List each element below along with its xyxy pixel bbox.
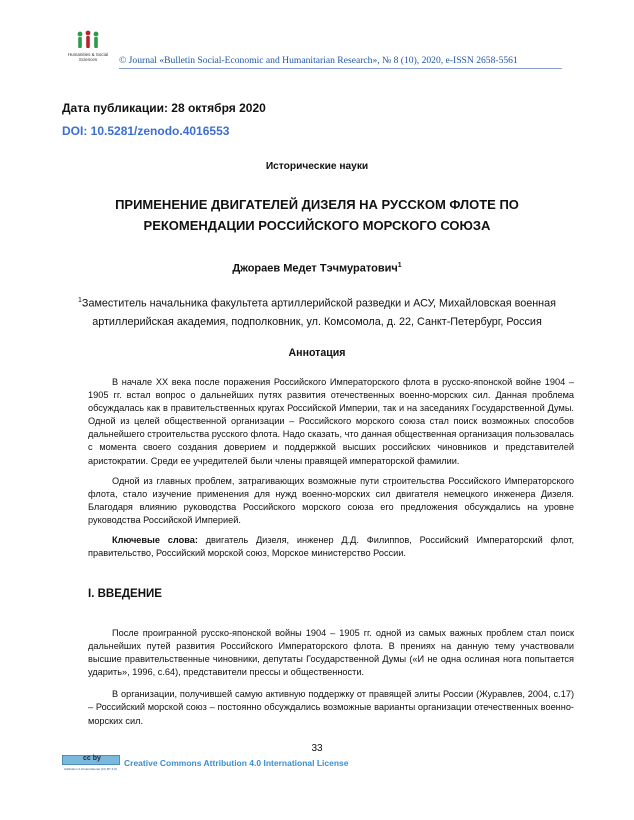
article-title	[62, 194, 572, 236]
abstract-heading: Аннотация	[288, 347, 346, 359]
body-paragraph: После проигранной русско-японской войны 1904 – 1905 гг. одной из самых важных проблем стал поиск дальнейших путей развития Российского Императорского флота. В прениях на данную тему участвовали высшие правительственные чиновники, депутаты Государственной Думы («И не одна ослиная нога попытается ударить», 1996, с.64), представители прессы и общественности.	[88, 628, 574, 678]
keywords-text: двигатель Дизеля, инженер Д.Д. Филиппов, Российский Императорский флот, правительство, Российский морской союз, Морское министерство России.	[88, 535, 574, 559]
author-name: Джораев Медет Тэчмуратович	[232, 262, 398, 275]
affiliation-sup: 1	[78, 297, 82, 304]
license-link[interactable]: Creative Commons Attribution 4.0 International License	[124, 758, 349, 768]
keywords	[88, 534, 574, 560]
author-sup: 1	[397, 262, 402, 269]
body-paragraph: В организации, получившей самую активную поддержку от правящей элиты России (Журавлев, 2004, с.17) – Российский морской союз – постоянно обсуждались возможные варианты организации отечественных военно-морских сил.	[88, 689, 574, 726]
people-logo-icon	[76, 30, 100, 50]
header-divider	[119, 68, 562, 69]
title-line: ПРИМЕНЕНИЕ ДВИГАТЕЛЕЙ ДИЗЕЛЯ НА РУССКОМ ФЛОТЕ ПО	[115, 197, 519, 212]
keywords-label: Ключевые слова:	[112, 535, 198, 546]
page-number: 33	[311, 743, 323, 754]
affiliation-text: Заместитель начальника факультета артиллерийской разведки и АСУ, Михайловская военная артиллерийская академия, подполковник, ул. Комсомола, д. 22, Санкт-Петербург, Россия	[81, 297, 556, 328]
intro-heading: I. ВВЕДЕНИЕ	[88, 588, 162, 600]
title-line: РЕКОМЕНДАЦИИ РОССИЙСКОГО МОРСКОГО СОЮЗА	[143, 218, 491, 233]
affiliation	[62, 292, 572, 331]
journal-citation: © Journal «Bulletin Social-Economic and Humanitarian Research», № 8 (10), 2020, e-ISSN 2658-5561	[119, 55, 518, 66]
cc-icon: cc by	[83, 755, 101, 762]
intro-body	[88, 627, 574, 737]
abstract-paragraph: В начале XX века после поражения Российского Императорского флота в русско-японской войне 1904 – 1905 гг. встал вопрос о дальнейших путях развития отечественных военно-морских сил. Данная проблема обсуждалась как в правительственных кругах Российской Империи, так и на заседаниях Государственной Думы. Одной из целей общественной организации – Российского морского союза стал поиск возможных способов дальнейшего строительства русского флота. Надо сказать, что данная общественная организация пользовалась с момента своего создания доверием и поддержкой высших российских чиновников и представителей аристократии. Среди ее учредителей были члены правящей императорской фамилии.	[88, 377, 574, 466]
abstract-paragraph: Одной из главных проблем, затрагивающих возможные пути строительства Российского Императорского флота, стало изучение применения для нужд военно-морских сил двигателя немецкого инженера Дизеля. Благодаря влиянию руководства Российского морского союза его предложения обсуждались на уровне руководства Российской Империей.	[88, 475, 574, 525]
abstract	[88, 376, 574, 567]
journal-header	[62, 30, 562, 74]
section-heading: Исторические науки	[265, 161, 369, 172]
cc-license-badge[interactable]	[62, 755, 120, 771]
logo-text: Humanities & Social Sciences	[67, 52, 109, 62]
journal-logo	[62, 30, 114, 70]
publication-date: Дата публикации: 28 октября 2020	[62, 101, 266, 115]
doi-link[interactable]: DOI: 10.5281/zenodo.4016553	[62, 124, 230, 138]
author	[0, 262, 634, 275]
cc-badge-caption: Attribution 4.0 International (CC BY 4.0)	[64, 767, 117, 771]
